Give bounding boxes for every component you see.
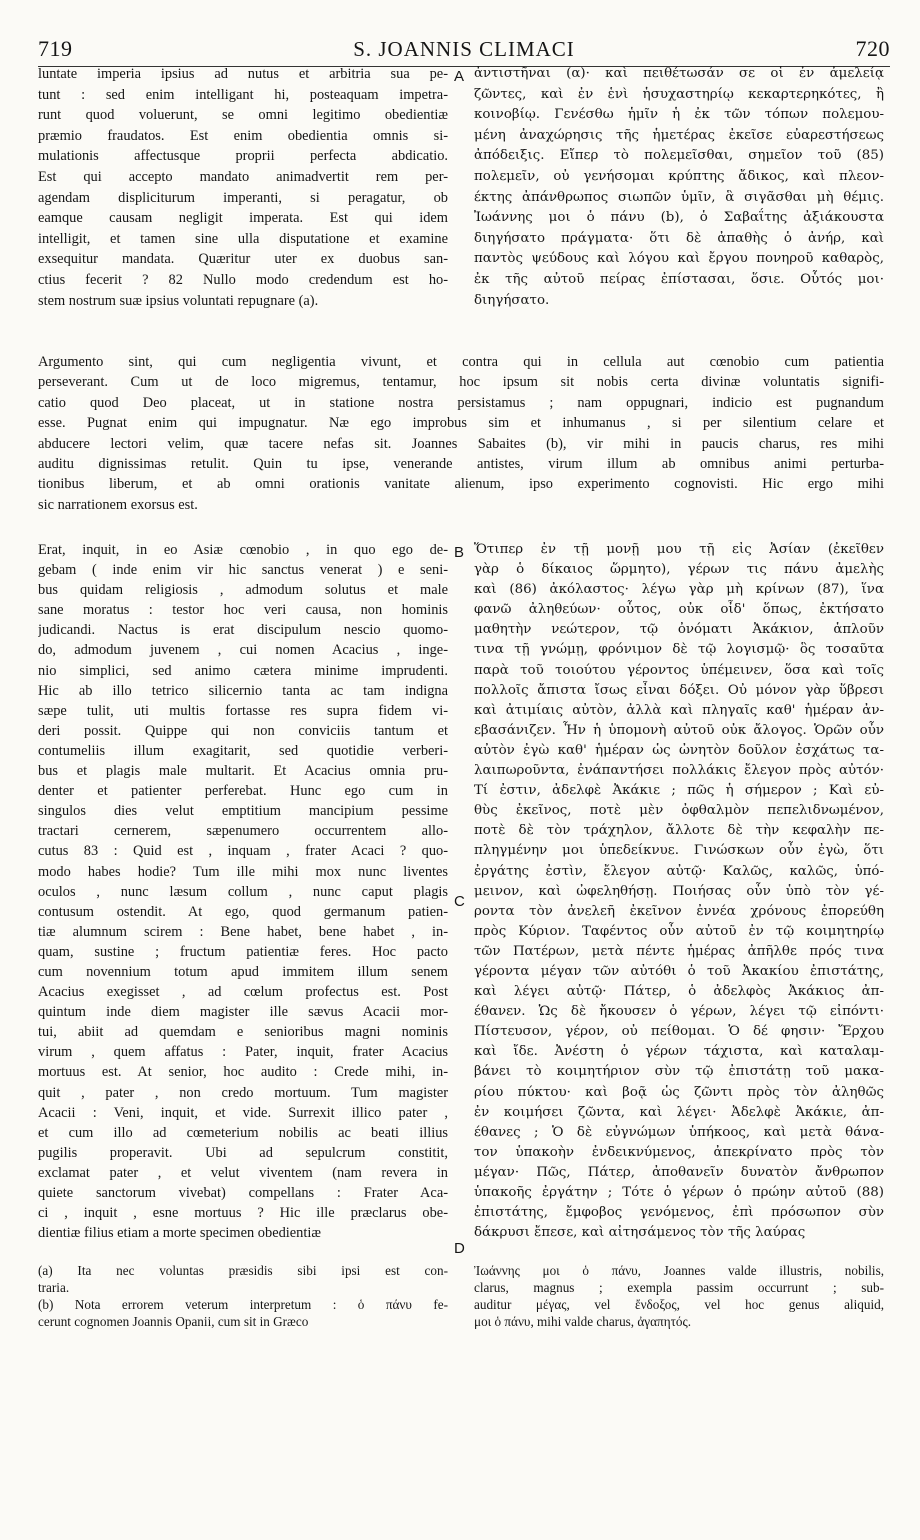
text-line: Erat, inquit, in eo Asiæ cœnobio , in quo ego de-: [38, 542, 448, 558]
text-line: ἐργάτης ἐστὶν, ἔλεγον αὐτῷ· Καλῶς, καλῶς, ὑπό-: [474, 863, 884, 879]
text-line: έθανεν. Ὡς δὲ ἤκουσεν ὁ γέρων, λέγει τῷ εἰπόντι·: [474, 1004, 884, 1020]
text-line: quam, sustine ; fructum patientiæ feres. Hoc pacto: [38, 943, 448, 960]
text-line: do, admodum juvenem , cui nomen Acacius , inge-: [38, 642, 448, 659]
text-line: runt quod voluerunt, se omni legitimo obedientiæ: [38, 107, 448, 124]
text-line: ζῶντες, καὶ ἐν ἑνὶ ἡσυχαστηρίῳ κεκαρτερηκότες, ἢ: [474, 86, 884, 102]
text-line: oculos , nunc læsum collum , nunc caput plagis: [38, 883, 448, 900]
text-line: bus quidam religiosis , admodum solutus et male: [38, 582, 448, 599]
text-line: gebam ( inde enim vir hic sanctus venerat ) e seni-: [38, 562, 448, 579]
footnote-line: clarus, magnus ; exempla passim occurrunt ; sub-: [474, 1280, 884, 1295]
text-line: παντὸς ψεύδους καὶ λόγου καὶ ἔργου πονηροῦ καθαρὸς,: [474, 251, 884, 267]
text-line: tui, abiit ad quemdam e senioribus magni nominis: [38, 1024, 448, 1041]
text-line: πληγμένην μοι ὑπεδείκνυε. Γινώσκων οὖν ἐγὼ, ὅτι: [474, 843, 884, 859]
section-marker-b: B: [454, 544, 465, 561]
text-line: virum , quem affatus : Pater, inquit, frater Acacius: [38, 1044, 448, 1061]
text-line: tiæ alumnum scirem : Bene habet, bene habet , in-: [38, 923, 448, 940]
text-line: γὰρ ὁ δίκαιος ὥρμητο), γέρων τις πάνυ ἀμελὴς: [474, 562, 884, 578]
footnotes-left: [38, 1262, 448, 1330]
running-title: S. JOANNIS CLIMACI: [353, 37, 575, 61]
text-line: contumeliis illum exagitarit, sed quotidie verberi-: [38, 742, 448, 759]
text-line: ci , inquit , esne mortuus ? Hic ille præclarus obe-: [38, 1205, 448, 1222]
text-line: exsequitur mandata. Quæritur uter ex duobus san-: [38, 251, 448, 268]
text-line: tunt : sed enim intelligant hi, posteaquam impetra-: [38, 86, 448, 103]
latin-column-main: [38, 540, 448, 1243]
text-line: sane moratus : testor hoc veri causa, non hominis: [38, 602, 448, 619]
text-line: mortuus est. At senior, hoc audito : Crede mihi, in-: [38, 1064, 448, 1081]
text-line: luntate imperia ipsius ad nutus et arbitria sua pe-: [38, 66, 448, 82]
text-line: nio simplici, sed animo cætera minime imprudenti.: [38, 662, 448, 679]
text-line: εβασάνιζεν. Ἦν ἡ ὑπομονὴ αὐτοῦ οὐκ ἄλογος. Ὁρῶν οὖν: [474, 722, 884, 738]
text-line: cutus 83 : Quid est , inquam , frater Acaci ? quo-: [38, 843, 448, 860]
text-line: deri possit. Quippe qui non conviciis tantum et: [38, 722, 448, 739]
text-line: Πίστευσον, γέρον, οὐ πείθομαι. Ὁ δέ φησιν· Ἔρχου: [474, 1024, 884, 1040]
text-line: agendam displiciturum imperanti, si peragatur, ob: [38, 189, 448, 206]
text-line: τινα τῇ γνώμῃ, φρόνιμον δὲ τῷ λογισμῷ· ὃς τοσαῦτα: [474, 642, 884, 658]
text-line: stem nostrum suæ ipsius voluntati repugnare (a).: [38, 292, 319, 309]
text-line: Est qui accepto mandato animadvertit rem per-: [38, 168, 448, 185]
text-line: τον ὑπακοὴν ἐνδεικνύμενος, ἀπεκρίνατο πρὸς τὸν: [474, 1144, 884, 1160]
text-line: μέγαν· Πῶς, Πάτερ, ἀποθανεῖν δυνατὸν ἄνθρωπον: [474, 1164, 884, 1180]
page-header: [38, 36, 890, 66]
text-line: κοινοβίῳ. Γενέσθω ἡμῖν ἡ ἐκ τῶν τόπων πολεμου-: [474, 107, 884, 123]
footnote-line: Ἰωάννης μοι ὁ πάνυ, Joannes valde illustris, nobilis,: [474, 1263, 884, 1278]
text-line: ἀπόδειξις. Εἴπερ τὸ πολεμεῖσθαι, σημεῖον τοῦ (85): [474, 148, 884, 164]
text-line: διηγήσατο πράγματα· ὅτι δὲ ἀπαθὴς ὁ ἀνήρ, καὶ: [474, 230, 884, 246]
section-marker-d: D: [454, 1240, 465, 1257]
text-line: quit , pater , non credo mortuum. Tum magister: [38, 1084, 448, 1101]
latin-full-width-paragraph: [38, 352, 884, 515]
text-line: τῶν Πατέρων, μετὰ πέντε ἡμέρας ἀπῆλθε πρός τινα: [474, 943, 884, 959]
text-line: καὶ λέγει αὐτῷ· Πάτερ, ὁ ἀδελφὸς Ἀκάκιος ἀπ-: [474, 984, 884, 1000]
greek-column-top: [474, 64, 884, 311]
text-line: έθανες ; Ὁ δὲ εὐγνώμων ὑπήκοος, καὶ μετὰ θάνα-: [474, 1124, 884, 1140]
footnote-line: (b) Nota errorem veterum interpretum : ὁ πάνυ fe-: [38, 1297, 448, 1312]
text-line: mulationis affectusque proprii perfecta abdicatio.: [38, 148, 448, 165]
text-line: πολλοῖς ἄπιστα ἴσως εἶναι δόξει. Οὐ μόνον γὰρ ὕβρεσι: [474, 682, 884, 698]
text-line: quintum inde diem magister ille sævus Acacii mor-: [38, 1004, 448, 1021]
footnote-line: traria.: [38, 1280, 70, 1295]
text-line: tractari cernerem, sæpenumero occurrentem allo-: [38, 823, 448, 840]
text-line: Acacii : Veni, inquit, et vide. Surrexit illico pater ,: [38, 1104, 448, 1121]
text-line: tionibus liberum, et ab omni orationis vanitate alienum, ipso experimento cognovisti. Hic ergo mihi: [38, 476, 884, 493]
text-line: præmio fraudatos. Est enim obedientia omnis si-: [38, 127, 448, 144]
text-line: ρίου πύκτου· καὶ βοᾷ ὡς ζῶντι πρὸς τὸν ἀληθῶς: [474, 1084, 884, 1100]
text-line: πολεμεῖν, οὐ γενήσομαι κρύπτης ἄδικος, καὶ πλεον-: [474, 168, 884, 184]
text-line: ποτὲ δὲ τὸν τράχηλον, ἄλλοτε δὲ τὴν κεφαλὴν πε-: [474, 823, 884, 839]
text-line: singulos dies velut emptitium mancipium pessime: [38, 803, 448, 820]
text-line: ctius fecerit ? 82 Nullo modo credendum est ho-: [38, 271, 448, 288]
section-marker-a: A: [454, 68, 465, 85]
section-marker-c: C: [454, 893, 465, 910]
text-line: bus et plagis male multarit. Et Acacius omnia pru-: [38, 763, 448, 780]
text-line: ἀντιστῆναι (α)· καὶ πειθέτωσάν σε οἱ ἐν ἀμελείᾳ: [474, 66, 884, 81]
text-line: eamque causam negligit imperata. Est qui idem: [38, 210, 448, 227]
text-line: βάνει τὸ κοιμητήριον σὺν τῷ ἐπιστάτῃ τοῦ μακα-: [474, 1064, 884, 1080]
text-line: διηγήσατο.: [474, 292, 550, 308]
latin-column-top: [38, 64, 448, 311]
text-line: Hic ab illo tetrico silicernio tanta ac tam indigna: [38, 682, 448, 699]
text-line: abducere lectori velim, quæ tacere nefas sit. Joannes Sabaites (b), vir mihi in paucis charus, res mihi: [38, 435, 884, 452]
text-line: quiete sanctorum vivebat) compellans : Frater Aca-: [38, 1185, 448, 1201]
text-line: μεινον, καὶ ὠφεληθήσῃ. Ποιήσας οὖν ὑπὸ τὸν γέ-: [474, 883, 884, 899]
text-line: Ἰωάννης μοι ὁ πάνυ (b), ὁ Σαβαΐτης ἀξιάκουστα: [474, 210, 884, 226]
text-line: Ὅτιπερ ἐν τῇ μονῇ μου τῇ εἰς Ἀσίαν (ἐκεῖθεν: [474, 542, 884, 557]
text-line: judicandi. Nactus is erat discipulum nescio quomo-: [38, 622, 448, 639]
text-line: έκτης ἀπάνθρωπος σιωπῶν ὑμῖν, ἃ σιγᾶσθαι μὴ θέμις.: [474, 189, 884, 205]
text-line: γέροντα μέγαν τῶν αὐτόθι ὁ τοῦ Ἀκακίου ἐπιστάτης,: [474, 963, 884, 979]
greek-column-main: [474, 540, 884, 1243]
text-line: μαθητὴν νεώτερον, τῷ ὀνόματι Ἀκάκιον, ἁπλοῦν: [474, 622, 884, 638]
text-line: contusum ostendit. At ego, quod germanum patien-: [38, 903, 448, 920]
text-line: exclamat pater , et velut viventem (nam revera in: [38, 1164, 448, 1181]
text-line: dientiæ filius etiam a morte specimen obedientiæ: [38, 1225, 321, 1242]
text-line: μένη ἀναχώρησις τῆς ἡμετέρας ἐκεῖσε εὐαρεστήσεως: [474, 127, 884, 143]
page-number-left: 719: [38, 36, 73, 61]
footnote-line: μοι ὁ πάνυ, mihi valde charus, ἀγαπητός.: [474, 1314, 692, 1329]
text-line: λαιπωροῦντα, ἐνάπαντήσει πολλάκις ἔλεγον πρὸς αὐτόν·: [474, 763, 884, 779]
text-line: perseverant. Cum ut de loco migremus, tentamur, hoc ipsum sit nobis certa divinæ voluntatis signifi-: [38, 374, 884, 391]
footnotes-right: [474, 1262, 884, 1330]
text-line: καὶ (86) ἀκόλαστος· λέγω γὰρ μὴ κρίνων (87), ἵνα: [474, 582, 884, 598]
text-line: catio quod Deo placeat, ut in statione nostra persistamus ; nam oppugnari, indicio est pugnandum: [38, 394, 884, 411]
footnote-line: cerunt cognomen Joannis Opanii, cum sit in Græco: [38, 1314, 309, 1329]
text-line: intelligit, et tamen sine ulla disputatione et examine: [38, 230, 448, 247]
footnote-line: auditur μέγας, vel ἔνδοξος, vel hoc genus aliquid,: [474, 1297, 884, 1312]
text-line: esse. Pugnat enim qui impugnatur. Næ ego improbus sim et inhumanus , si per silentium celare et: [38, 415, 884, 432]
text-line: Acacius exegisset , ad cœlum profectus est. Post: [38, 984, 448, 1001]
page-number-right: 720: [855, 36, 890, 61]
text-line: Argumento sint, qui cum negligentia vivunt, et contra qui in cellula aut cœnobio cum patientia: [38, 354, 884, 370]
text-line: ὑπακοῆς ἐργάτην ; Τότε ὁ γέρων ὁ πρώην αὐτοῦ (88): [474, 1185, 884, 1200]
text-line: αὐτὸν ἐγὼ καθ' ἡμέραν ὡς ὠνητὸν δοῦλον ἐσχάτως τα-: [474, 742, 884, 758]
text-line: φανῶ ἀληθεύων· οὗτος, οὐκ οἶδ' ὅπως, ἐκτήσατο: [474, 602, 884, 618]
text-line: ἐν κοιμήσει ζῶντα, καὶ λέγει· Ἀδελφὲ Ἀκάκιε, ἀπ-: [474, 1104, 884, 1120]
text-line: πρὸς Κύριον. Ταφέντος οὖν αὐτοῦ ἐν τῷ κοιμητηρίῳ: [474, 923, 884, 939]
text-line: ροντα τὸν ἀνελεῆ ἐκεῖνον ἐννέα χρόνους ἐπορεύθη: [474, 903, 884, 919]
text-line: pugilis properavit. Ubi ad sepulcrum constitit,: [38, 1144, 448, 1161]
text-line: et cum illo ad cœmeterium nobilis ac beati illius: [38, 1124, 448, 1141]
text-line: Τί ἐστιν, ἀδελφὲ Ἀκάκιε ; πῶς ἡ σήμερον ; Καὶ εὐ-: [474, 783, 884, 799]
text-line: ἐπιστάτης, ἔμφοβος γενόμενος, ἐπὶ πρόσωπον σὺν: [474, 1205, 884, 1221]
text-line: καὶ ἀτιμίαις αὐτὸν, ἀλλὰ καὶ πληγαῖς καθ' ἡμέραν ἀν-: [474, 702, 884, 718]
text-line: παρὰ τοῦ τοιούτου γέροντος ὑπέμεινεν, ὅσα καὶ τοῖς: [474, 662, 884, 678]
footnote-line: (a) Ita nec voluntas præsidis sibi ipsi est con-: [38, 1263, 448, 1278]
text-line: θὺς ἐκεῖνος, ποτὲ μὲν ὀφθαλμὸν πεπελιδνωμένον,: [474, 803, 884, 819]
text-line: δάκρυσι ἔπεσε, καὶ αἰτησάμενος τὸν τῆς λαύρας: [474, 1225, 806, 1241]
text-line: sic narrationem exorsus est.: [38, 496, 198, 513]
text-line: denter et patienter perferebat. Hunc ego cum in: [38, 783, 448, 800]
text-line: ἐκ τῆς αὐτοῦ πείρας ἐπίστασαι, ὅσιε. Οὗτός μοι·: [474, 271, 884, 287]
text-line: sæpe tulit, uti multis fortasse res supra fidem vi-: [38, 702, 448, 719]
text-line: καὶ ἴδε. Ἀνέστη ὁ γέρων τάχιστα, καὶ καταλαμ-: [474, 1044, 884, 1060]
text-line: cum novennium totum apud immitem illum senem: [38, 963, 448, 980]
text-line: auditu dignissimas retulit. Quin tu ipse, venerande antistes, virum illum ab omnibus animi perturba-: [38, 456, 884, 473]
text-line: modo habes hodie? Tum ille mihi mox nunc liventes: [38, 863, 448, 880]
